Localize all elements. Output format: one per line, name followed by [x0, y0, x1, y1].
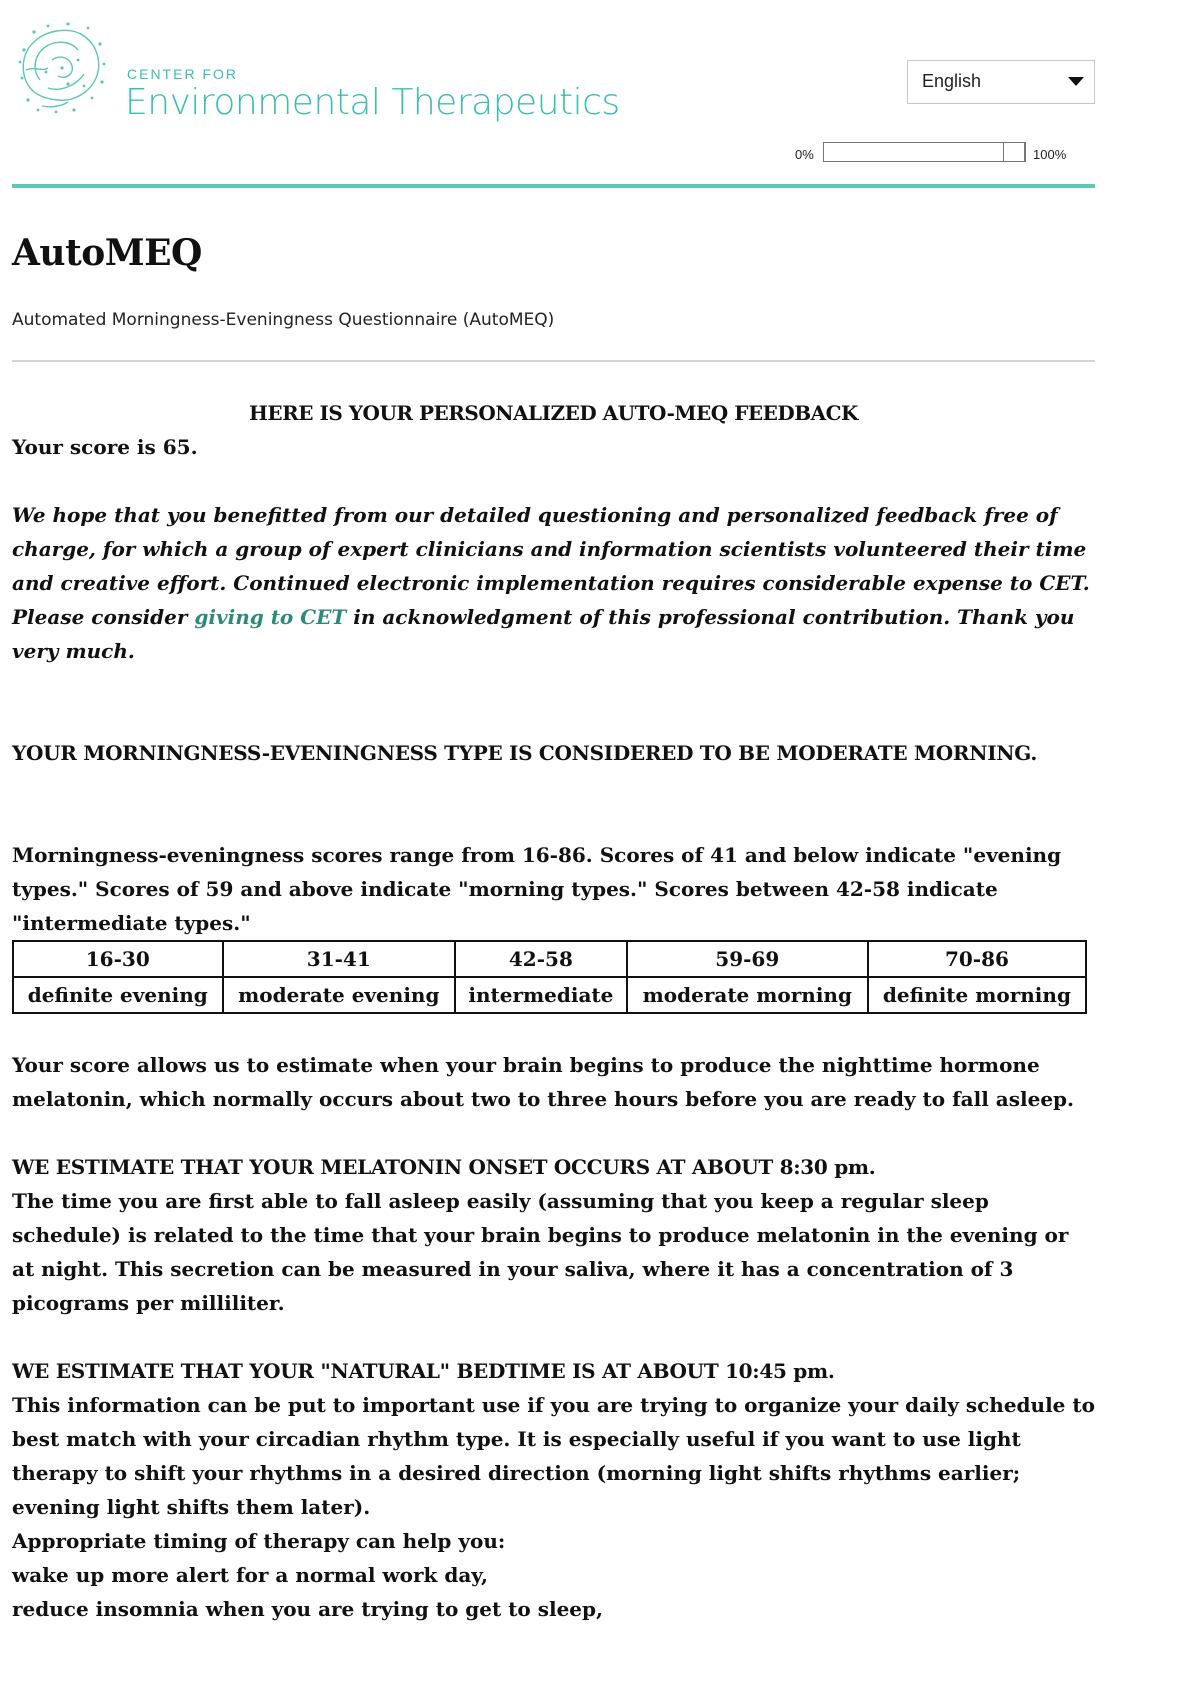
- therapy-intro: Appropriate timing of therapy can help you:: [12, 1529, 506, 1553]
- chevron-down-icon: [1068, 77, 1084, 86]
- type-result: YOUR MORNINGNESS-EVENINGNESS TYPE IS CONSIDERED TO BE MODERATE MORNING.: [12, 741, 1037, 765]
- melatonin-detail: The time you are first able to fall asleep easily (assuming that you keep a regular sleep schedule) is related to the time that your brain begins to produce melatonin in the evening or at night. This secretion can be measured in your saliva, where it has a concentration of 3 picograms per milliliter.: [12, 1189, 1069, 1315]
- melatonin-estimate: WE ESTIMATE THAT YOUR MELATONIN ONSET OCCURS AT ABOUT 8:30 pm.: [12, 1155, 876, 1179]
- header-divider: [12, 184, 1095, 188]
- progress-fill: [824, 143, 1025, 161]
- donation-text-1: We hope that you benefitted from our detailed questioning and personalized feedback free of charge, for which a group of expert clinicians and information scientists volunteered their time and creative effort. Continued electronic implementation requires considerable expense to CET. Please consider: [12, 503, 1090, 629]
- list-item: wake up more alert for a normal work day,: [12, 1563, 488, 1587]
- progress-track: [823, 142, 1026, 162]
- list-item: reduce insomnia when you are trying to get to sleep,: [12, 1597, 603, 1621]
- score-range-text: Morningness-eveningness scores range from 16-86. Scores of 41 and below indicate "evening types." Scores of 59 and above indicate "morning types." Scores between 42-58 indicate "intermediate types.": [12, 843, 1062, 935]
- type-cell: moderate evening: [223, 977, 456, 1013]
- page-subtitle: Automated Morningness-Eveningness Questionnaire (AutoMEQ): [12, 310, 555, 330]
- range-cell: 31-41: [223, 941, 456, 977]
- range-cell: 42-58: [455, 941, 627, 977]
- giving-to-cet-link[interactable]: giving to CET: [194, 605, 347, 629]
- table-row: [13, 977, 1086, 1013]
- feedback-heading: HERE IS YOUR PERSONALIZED AUTO-MEQ FEEDBACK: [249, 401, 858, 425]
- range-cell: 70-86: [868, 941, 1086, 977]
- progress-max-label: 100%: [1033, 147, 1067, 162]
- language-select[interactable]: [907, 60, 1095, 104]
- bedtime-detail: This information can be put to important use if you are trying to organize your daily schedule to best match with your circadian rhythm type. It is especially useful if you want to use light therapy to shift your rhythms in a desired direction (morning light shifts rhythms earlier; evening light shifts them later).: [12, 1393, 1095, 1519]
- type-cell: moderate morning: [627, 977, 868, 1013]
- feedback-content: [12, 396, 1095, 1626]
- score-line: Your score is 65.: [12, 435, 198, 459]
- logo-big-text: Environmental Therapeutics: [125, 82, 620, 123]
- subtitle-divider: [12, 360, 1095, 362]
- score-type-table: [12, 940, 1087, 1014]
- cet-logo[interactable]: [12, 20, 620, 130]
- type-cell: intermediate: [455, 977, 627, 1013]
- donation-message: [12, 498, 1095, 668]
- logo-small-text: CENTER FOR: [127, 66, 238, 82]
- range-cell: 59-69: [627, 941, 868, 977]
- donation-text-2: in acknowledgment of this professional contribution. Thank you very much.: [12, 605, 1075, 663]
- brain-dots-icon: [12, 20, 108, 116]
- progress-min-label: 0%: [795, 147, 814, 162]
- bedtime-estimate: WE ESTIMATE THAT YOUR "NATURAL" BEDTIME IS AT ABOUT 10:45 pm.: [12, 1359, 835, 1383]
- type-cell: definite morning: [868, 977, 1086, 1013]
- language-selected-value: English: [922, 71, 982, 91]
- range-cell: 16-30: [13, 941, 223, 977]
- type-cell: definite evening: [13, 977, 223, 1013]
- page-title: AutoMEQ: [12, 232, 202, 274]
- melatonin-intro: Your score allows us to estimate when your brain begins to produce the nighttime hormone melatonin, which normally occurs about two to three hours before you are ready to fall asleep.: [12, 1053, 1075, 1111]
- progress-indicator: [1003, 142, 1025, 162]
- table-row: [13, 941, 1086, 977]
